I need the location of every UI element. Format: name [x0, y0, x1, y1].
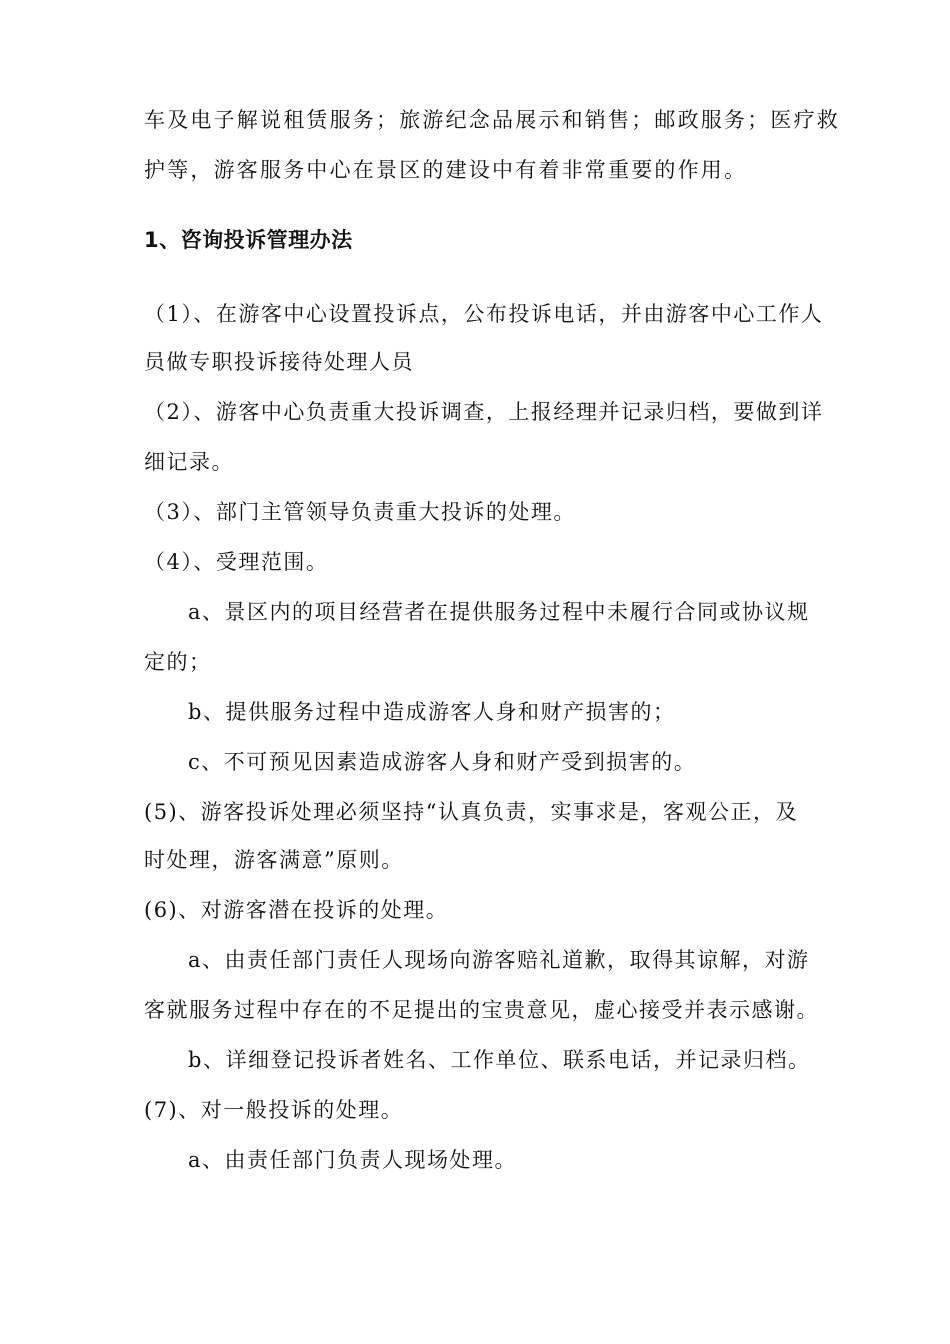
item-3: （3）、部门主管领导负责重大投诉的处理。	[144, 500, 576, 524]
item-6b: b、详细登记投诉者姓名、工作单位、联系电话，并记录归档。	[188, 1048, 811, 1072]
item-4a-line-2: 定的；	[144, 650, 212, 674]
item-4b: b、提供服务过程中造成游客人身和财产损害的；	[188, 700, 676, 724]
item-6a-line-1: a、由责任部门责任人现场向游客赔礼道歉，取得其谅解，对游	[188, 948, 810, 972]
item-1-line-2: 员做专职投诉接待处理人员	[144, 350, 414, 374]
section-heading: 1、咨询投诉管理办法	[144, 228, 353, 252]
item-5-line-1: (5)、游客投诉处理必须坚持“认真负责，实事求是，客观公正，及	[144, 800, 798, 824]
item-6: (6)、对游客潜在投诉的处理。	[144, 898, 449, 922]
item-4c: c、不可预见因素造成游客人身和财产受到损害的。	[188, 750, 697, 774]
item-7a: a、由责任部门负责人现场处理。	[188, 1148, 518, 1172]
item-2-line-2: 细记录。	[144, 450, 234, 474]
intro-paragraph-line-1: 车及电子解说租赁服务；旅游纪念品展示和销售；邮政服务；医疗救	[144, 108, 840, 132]
item-7: (7)、对一般投诉的处理。	[144, 1098, 404, 1122]
item-5-line-2: 时处理，游客满意”原则。	[144, 848, 404, 872]
item-1-line-1: （1）、在游客中心设置投诉点，公布投诉电话，并由游客中心工作人	[144, 302, 824, 326]
item-6a-line-2: 客就服务过程中存在的不足提出的宝贵意见，虚心接受并表示感谢。	[144, 998, 819, 1022]
item-4: （4）、受理范围。	[144, 550, 329, 574]
item-2-line-1: （2）、游客中心负责重大投诉调查，上报经理并记录归档，要做到详	[144, 400, 824, 424]
intro-paragraph-line-2: 护等，游客服务中心在景区的建设中有着非常重要的作用。	[144, 158, 748, 182]
item-4a-line-1: a、景区内的项目经营者在提供服务过程中未履行合同或协议规	[188, 600, 810, 624]
